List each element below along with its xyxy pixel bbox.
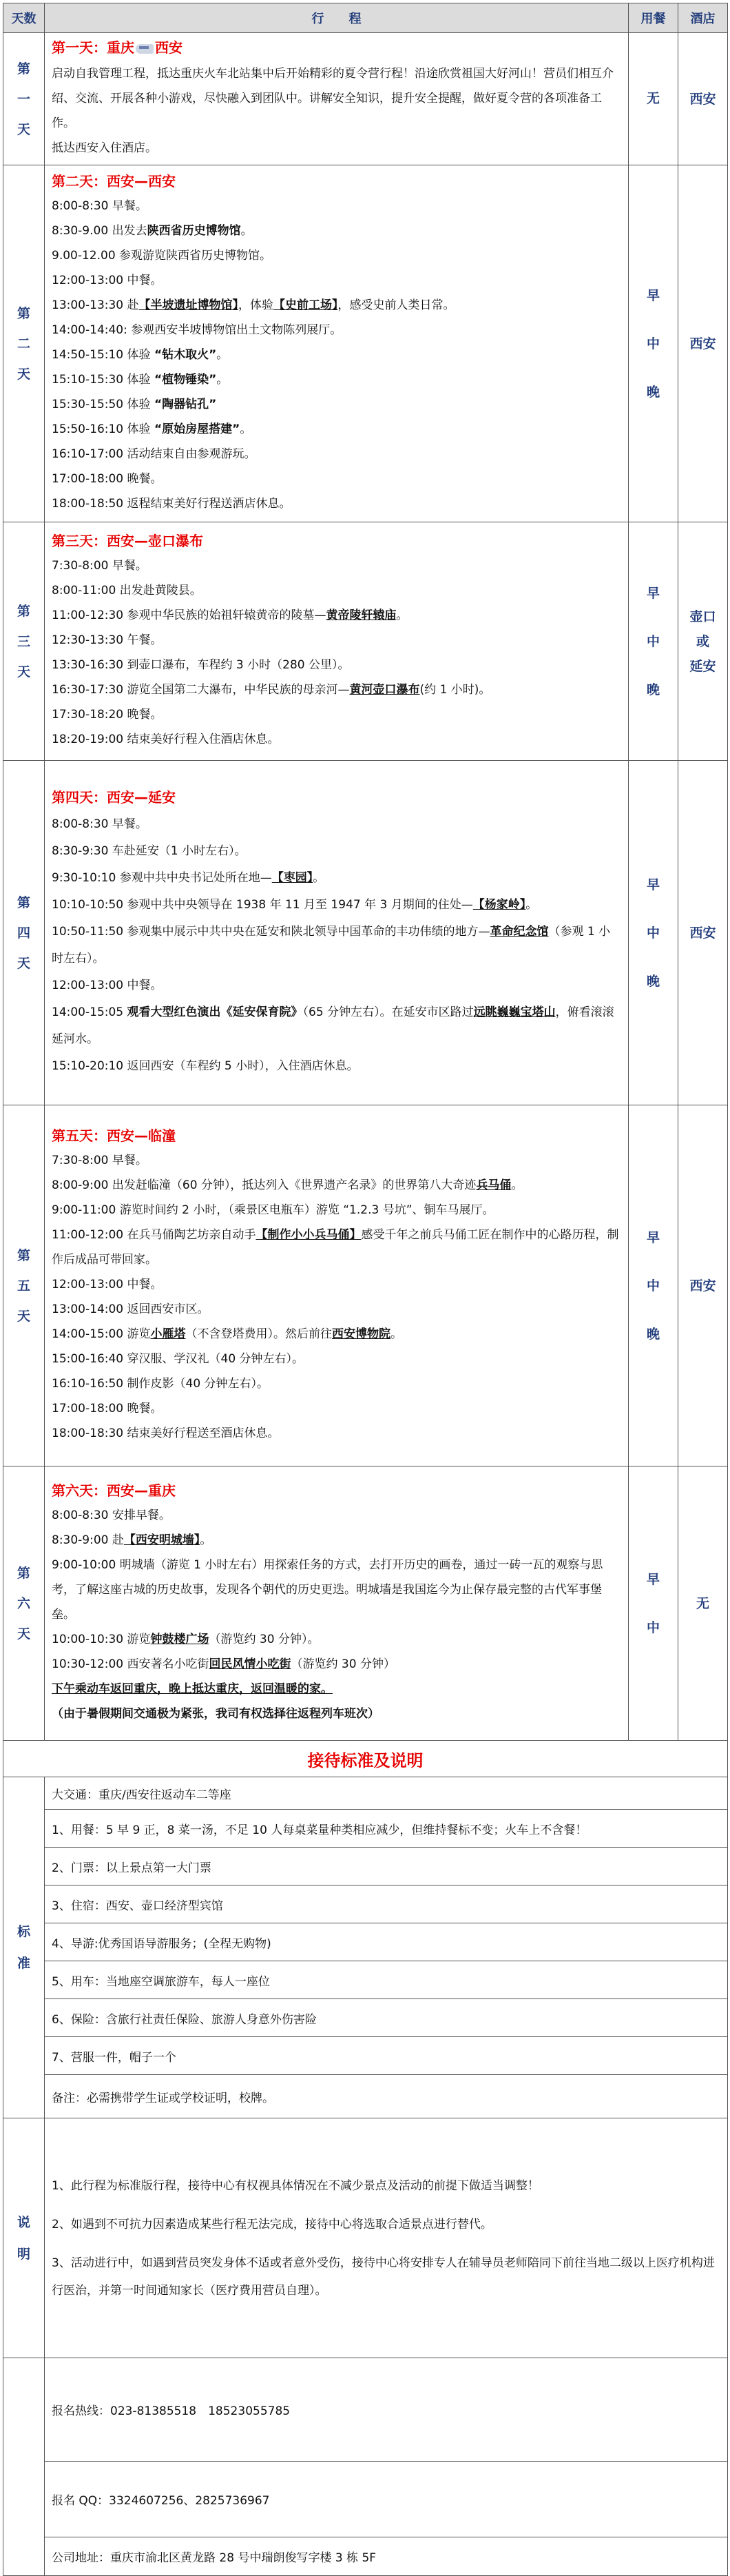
- day-line: 8:30-9.00 出发去陕西省历史博物馆。: [52, 224, 253, 238]
- day-content-2: [45, 165, 629, 522]
- standards-item-row: [3, 1810, 728, 1848]
- day-line: 9:00-11:00 游览时间约 2 小时，（乘景区电瓶车）游览 “1.2.3 号坑”、铜车马展厅。: [52, 1203, 494, 1217]
- day-line: 7:30-8:00 早餐。: [52, 1154, 147, 1167]
- standards-label: 标 准: [3, 1777, 45, 2118]
- day-row-4: [3, 761, 728, 1105]
- contact-hotline-row: [3, 2358, 728, 2462]
- header-day: 天数: [3, 3, 45, 33]
- day-line: 10:30-12:00 西安著名小吃街回民风情小吃街（游览约 30 分钟）: [52, 1657, 395, 1671]
- day-row-5: [3, 1105, 728, 1466]
- day-line: 12:30-13:30 午餐。: [52, 633, 163, 647]
- day-title-2: 第二天：西安—西安: [52, 173, 176, 190]
- day-line: 11:00-12:30 参观中华民族的始祖轩辕黄帝的陵墓—黄帝陵轩辕庙。: [52, 609, 408, 622]
- contact-label-cell: [3, 2358, 45, 2576]
- day-row-1: [3, 33, 728, 165]
- day-title-5: 第五天：西安—临潼: [52, 1127, 176, 1144]
- day-line: 9:30-10:10 参观中共中央书记处所在地—【枣园】。: [52, 870, 325, 885]
- day-label-5: 第 五 天: [3, 1105, 45, 1466]
- day-line: 14:00-15:00 游览小雁塔（不含登塔费用）。然后前往西安博物院。: [52, 1327, 403, 1341]
- contact-qq-row: [3, 2462, 728, 2537]
- day-line: 9:00-10:00 明城墙（游览 1 小时左右）用探索任务的方式，去打开历史的画卷，通过一砖一瓦的观察与思考，了解这座古城的历史故事，发现各个朝代的历史更迭。明城墙是我国迄今为止保存最完整的古代军事堡垒。: [52, 1558, 603, 1622]
- standards-item-row: [3, 1961, 728, 1999]
- day-row-6: [3, 1466, 728, 1741]
- day-line: 下午乘动车返回重庆，晚上抵达重庆，返回温暖的家。: [52, 1682, 333, 1696]
- day-line: 10:50-11:50 参观集中展示中共中央在延安和陕北领导中国革命的丰功伟绩的地方—革命纪念馆（参观 1 小时左右）。: [52, 924, 611, 965]
- standards-item: 5、用车：当地座空调旅游车，每人一座位: [45, 1961, 728, 1999]
- standards-heading-row: [3, 1741, 728, 1777]
- day-content-6: [45, 1466, 629, 1741]
- day-line: 18:00-18:50 返程结束美好行程送酒店休息。: [52, 497, 291, 511]
- day-label-3: 第 三 天: [3, 522, 45, 761]
- day-line: 抵达西安入住酒店。: [52, 141, 157, 155]
- note-item: 3、活动进行中，如遇到营员突发身体不适或者意外受伤，接待中心将安排专人在辅导员老师陪同下前往当地二级以上医疗机构进行医治，并第一时间通知家长（医疗费用营员自理）。: [52, 2256, 715, 2298]
- notes-row: [3, 2118, 728, 2358]
- day-row-2: [3, 165, 728, 522]
- table-header-row: [3, 3, 728, 33]
- meal-day-4: 早 中 晚: [629, 761, 678, 1105]
- hotel-day-3: 壶口 或 延安: [678, 522, 728, 761]
- day-title-1: 第一天：重庆 西安: [52, 39, 182, 56]
- day-line: 15:50-16:10 体验 “原始房屋搭建”。: [52, 422, 252, 436]
- hotel-day-2: 西安: [678, 165, 728, 522]
- day-line: 12:00-13:00 中餐。: [52, 274, 163, 287]
- standards-transport: 大交通：重庆/西安往返动车二等座: [45, 1777, 728, 1810]
- standards-heading: 接待标准及说明: [3, 1741, 728, 1777]
- day-line: 8:00-8:30 安排早餐。: [52, 1509, 171, 1522]
- day-line: （由于暑假期间交通极为紧张，我司有权选择往返程列车班次）: [52, 1707, 379, 1721]
- day-title-3: 第三天：西安—壶口瀑布: [52, 533, 203, 549]
- day-line: 12:00-13:00 中餐。: [52, 1278, 163, 1291]
- day-content-5: [45, 1105, 629, 1466]
- day-line: 12:00-13:00 中餐。: [52, 978, 163, 992]
- day-line: 18:20-19:00 结束美好行程入住酒店休息。: [52, 733, 280, 746]
- meal-day-1: 无: [629, 33, 678, 165]
- day-title-4: 第四天：西安—延安: [52, 788, 176, 806]
- day-line: 16:10-17:00 活动结束自由参观游玩。: [52, 447, 256, 461]
- header-itinerary: 行 程: [45, 3, 629, 33]
- standards-remark: 备注：必需携带学生证或学校证明，校牌。: [45, 2075, 728, 2118]
- day-line: 14:00-14:40: 参观西安半坡博物馆出土文物陈列展厅。: [52, 323, 342, 337]
- day-line: 14:00-15:05 观看大型红色演出《延安保育院》（65 分钟左右）。在延安市区路过远眺巍巍宝塔山，俯看滚滚延河水。: [52, 1005, 614, 1046]
- day-label-6: 第 六 天: [3, 1466, 45, 1741]
- train-icon: [136, 44, 154, 54]
- day-content-4: [45, 761, 629, 1105]
- hotel-day-1: 西安: [678, 33, 728, 165]
- day-title-6: 第六天：西安—重庆: [52, 1482, 176, 1499]
- notes-label: 说 明: [3, 2118, 45, 2358]
- day-line: 8:00-8:30 早餐。: [52, 817, 147, 831]
- day-line: 16:30-17:30 游览全国第二大瀑布，中华民族的母亲河—黄河壶口瀑布(约 1 小时)。: [52, 683, 491, 697]
- meal-day-6: 早 中: [629, 1466, 678, 1741]
- day-line: 17:30-18:20 晚餐。: [52, 708, 163, 722]
- day-content-3: [45, 522, 629, 761]
- header-hotel: 酒店: [678, 3, 728, 33]
- notes-content: [45, 2118, 728, 2358]
- standards-transport-row: [3, 1777, 728, 1810]
- day-line: 8:00-11:00 出发赴黄陵县。: [52, 584, 202, 597]
- day-line: 13:00-14:00 返回西安市区。: [52, 1302, 209, 1316]
- standards-item: 6、保险：含旅行社责任保险、旅游人身意外伤害险: [45, 1999, 728, 2037]
- day-line: 15:10-15:30 体验 “植物锤染”。: [52, 373, 229, 387]
- itinerary-document: [3, 3, 727, 2576]
- day-content-1: [45, 33, 629, 165]
- standards-item: 3、住宿：西安、壶口经济型宾馆: [45, 1885, 728, 1923]
- day-line: 17:00-18:00 晚餐。: [52, 472, 163, 486]
- standards-item: 1、用餐：5 早 9 正，8 菜一汤，不足 10 人每桌菜量种类相应减少，但维持餐标不变；火车上不含餐！: [45, 1810, 728, 1848]
- standards-item: 4、导游:优秀国语导游服务；(全程无购物): [45, 1923, 728, 1961]
- contact-address: 公司地址：重庆市渝北区黄龙路 28 号中瑞朗俊写字楼 3 栋 5F: [45, 2537, 728, 2576]
- contact-address-row: [3, 2537, 728, 2576]
- day-line: 启动自我管理工程，抵达重庆火车北站集中后开始精彩的夏令营行程！沿途欣赏祖国大好河山！营员们相互介绍、交流、开展各种小游戏，尽快融入到团队中。讲解安全知识，提升安全提醒，做好夏令营的各项准备工作。: [52, 67, 614, 130]
- day-line: 10:00-10:30 游览钟鼓楼广场（游览约 30 分钟）。: [52, 1633, 320, 1646]
- header-meal: 用餐: [629, 3, 678, 33]
- day-line: 8:30-9:30 车赴延安（1 小时左右）。: [52, 844, 247, 858]
- itinerary-table: [3, 3, 728, 2576]
- standards-item: 2、门票：以上景点第一大门票: [45, 1848, 728, 1885]
- hotel-day-6: 无: [678, 1466, 728, 1741]
- day-line: 18:00-18:30 结束美好行程送至酒店休息。: [52, 1427, 280, 1440]
- standards-item-row: [3, 1999, 728, 2037]
- day-label-4: 第 四 天: [3, 761, 45, 1105]
- hotel-day-4: 西安: [678, 761, 728, 1105]
- day-line: 8:00-8:30 早餐。: [52, 199, 147, 213]
- day-line: 13:30-16:30 到壶口瀑布，车程约 3 小时（280 公里）。: [52, 658, 350, 672]
- day-line: 10:10-10:50 参观中共中央领导在 1938 年 11 月至 1947 年 3 月期间的住处—【杨家岭】。: [52, 897, 538, 912]
- day-line: 15:30-15:50 体验 “陶器钻孔”: [52, 398, 217, 411]
- day-line: 15:10-20:10 返回西安（车程约 5 小时），入住酒店休息。: [52, 1059, 359, 1073]
- contact-hotline: 报名热线：023-81385518 18523055785: [45, 2358, 728, 2462]
- standards-item-row: [3, 1923, 728, 1961]
- day-line: 13:00-13:30 赴【半坡遗址博物馆】，体验【史前工场】，感受史前人类日常。: [52, 298, 455, 312]
- note-item: 1、此行程为标准版行程，接待中心有权视具体情况在不减少景点及活动的前提下做适当调整！: [52, 2178, 539, 2193]
- standards-item-row: [3, 1848, 728, 1885]
- day-label-1: 第 一 天: [3, 33, 45, 165]
- meal-day-5: 早 中 晚: [629, 1105, 678, 1466]
- standards-item-row: [3, 1885, 728, 1923]
- meal-day-3: 早 中 晚: [629, 522, 678, 761]
- day-line: 9.00-12.00 参观游览陕西省历史博物馆。: [52, 249, 272, 263]
- day-line: 8:30-9:00 赴【西安明城墙】。: [52, 1533, 212, 1547]
- day-row-3: [3, 522, 728, 761]
- contact-qq: 报名 QQ：3324607256、2825736967: [45, 2462, 728, 2537]
- standards-item-row: [3, 2037, 728, 2075]
- hotel-day-5: 西安: [678, 1105, 728, 1466]
- day-line: 11:00-12:00 在兵马俑陶艺坊亲自动手【制作小小兵马俑】感受千年之前兵马俑工匠在制作中的心路历程，制作后成品可带回家。: [52, 1228, 619, 1267]
- note-item: 2、如遇到不可抗力因素造成某些行程无法完成，接待中心将选取合适景点进行替代。: [52, 2217, 492, 2231]
- day-line: 7:30-8:00 早餐。: [52, 559, 147, 573]
- day-line: 17:00-18:00 晚餐。: [52, 1402, 163, 1415]
- day-line: 8:00-9:00 出发赶临潼（60 分钟），抵达列入《世界遗产名录》的世界第八大奇迹兵马俑。: [52, 1178, 523, 1192]
- day-label-2: 第 二 天: [3, 165, 45, 522]
- day-line: 14:50-15:10 体验 “钻木取火”。: [52, 348, 229, 362]
- standards-remark-row: [3, 2075, 728, 2118]
- meal-day-2: 早 中 晚: [629, 165, 678, 522]
- day-line: 16:10-16:50 制作皮影（40 分钟左右）。: [52, 1377, 269, 1391]
- day-line: 15:00-16:40 穿汉服、学汉礼（40 分钟左右）。: [52, 1352, 304, 1366]
- standards-item: 7、营服一件，帽子一个: [45, 2037, 728, 2075]
